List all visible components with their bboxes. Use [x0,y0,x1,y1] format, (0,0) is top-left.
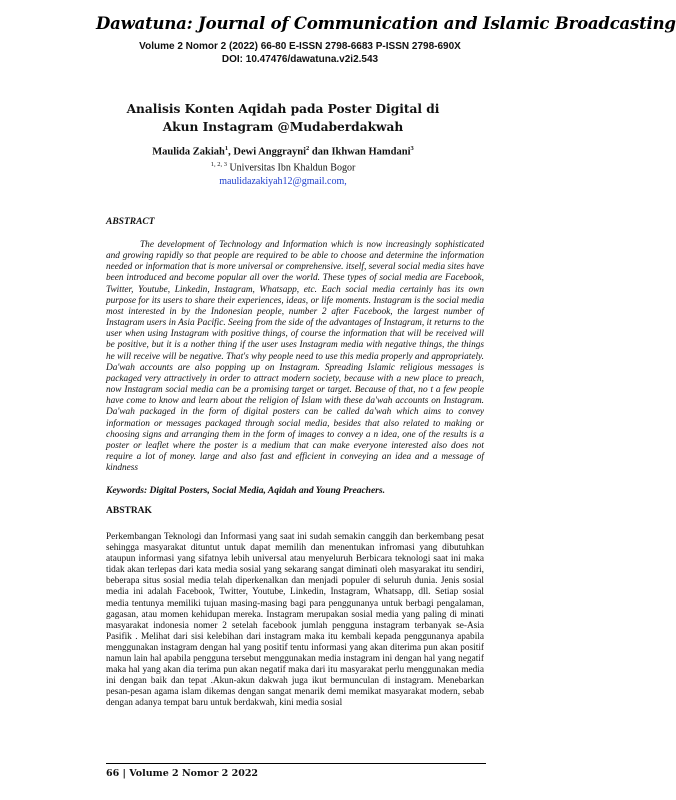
volume-issn-line: Volume 2 Nomor 2 (2022) 66-80 E-ISSN 2798-6683 P-ISSN 2798-690X [139,41,461,52]
author-name: Dewi Anggrayni [233,146,307,158]
keywords: Keywords: Digital Posters, Social Media, Aqidah and Young Preachers. [106,486,385,496]
affiliation [100,161,466,173]
author-affiliation-marker: 2 [306,145,310,152]
author-email[interactable]: maulidazakiyah12@gmail.com, [219,176,347,187]
footer-divider [106,763,486,764]
abstrak-body: Perkembangan Teknologi dan Informasi yang saat ini sudah semakin canggih dan berkembang pesat sehingga masyarakat dituntut untuk dapat memilih dan menentukan infromasi yang dibutuhkan ataupun informasi yang sifatnya lebih universal atau menyeluruh Berbicara teknologi saat ini maka tidak akan terlepas dari kata media sosial yang sekarang sangat diminati oleh masyarakat itu sendiri, beberapa situs sosial media telah diperkenalkan dan menjadi populer di seluruh dunia. Jenis sosial media ini adalah Facebook, Twitter, Youtube, Linkedin, Instagram, Whatsapp, dll. Setiap sosial media tentunya memiliki tujuan masing-masing bagi para penggunanya untuk berbagi pengalaman, gagasan, atau momen kehidupan mereka. Instagram merupakan sosial media yang paling di minati masyarakat indonesia nomer 2 setelah facebook jumlah pengguna instagram terbanyak se-Asia Pasifik . Melihat dari sisi kelebihan dari instagram maka itu kembali kepada penggunanya apabila menggunakan instagram dengan hal yang positif tentu informasi yang akan diterima pun akan positif namun lain hal apabila pengguna tersebut menggunakan media instagram ini dengan hal yang negatif maka hal yang akan dia terima pun akan negatif maka dari itu masyarakat perlu menggunakan media ini dengan baik dan tepat .Akun-akun dakwah juga ikut bermunculan di instagram. Menebarkan pesan-pesan agama islam dikemas dengan sangat menarik demi memikat masyarakat modern, sebab dengan adanya tempat baru untuk berdakwah, kini media sosial [106,532,484,709]
affiliation-marker: 1, 2, 3 [210,161,227,168]
author-affiliation-marker: 1 [224,145,229,152]
page-footer: 66 | Volume 2 Nomor 2 2022 [106,768,259,779]
abstract-body: The development of Technology and Information which is now increasingly sophisticated and growing rapidly so that people are required to be able to choose and determine the information needed or information that is more universal or comprehensive. itself, several social media sites have been introduced and become popular all over the world. These types of social media are Facebook, Twitter, Youtube, Linkedin, Instagram, Whatsapp, etc. Each social media certainly has its own purpose for its users to share their experiences, ideas, or life moments. Instagram is the social media most interested in by the Indonesian people, number 2 after Facebook, the largest number of Instagram users in Asia Pacific. Seeing from the side of the advantages of Instagram, it returns to the user when using Instagram with positive things, of course the information that will be received will be positive, but it is a nother thing if the user uses Instagram media with negative things, the things he will receive will be negative. That's why people need to use this media properly and appropriately. Da'wah accounts are also popping up on Instagram. Spreading Islamic religious messages is packaged very attractively in order to attract modern society, because with a new place to preach, now Instagram social media can be a promising target or target. Because of that, no t a few people have come to know and learn about the religion of Islam with these da'wah accounts on Instagram. Da'wah packaged in the form of digital posters can be called da'wah which aims to convey information or messages packaged through social media, besides that also related to making or choosing signs and arranging them in the form of images to convey a n idea, one of the results is a poster or leaflet where the poster is a medium that can make everyone interested also does not require a lot of money. large and also fast and efficient in conveying an idea and a message of kindness [106,240,484,474]
author-separator: dan [309,146,332,158]
author-name: Ikhwan Hamdani [331,146,411,158]
author-name: Maulida Zakiah [152,146,225,158]
doi-line: DOI: 10.47476/dawatuna.v2i2.543 [221,54,379,65]
affiliation-name: Universitas Ibn Khaldun Bogor [229,162,356,174]
author-list [100,145,466,158]
author-affiliation-marker: 3 [410,145,414,152]
abstrak-heading: ABSTRAK [106,506,152,516]
abstract-heading: ABSTRACT [106,217,155,227]
paper-title: Analisis Konten Aqidah pada Poster Digital di Akun Instagram @Mudaberdakwah [126,102,440,134]
author-separator: , [228,146,234,158]
journal-title: Dawatuna: Journal of Communication and Islamic Broadcasting [96,14,676,33]
